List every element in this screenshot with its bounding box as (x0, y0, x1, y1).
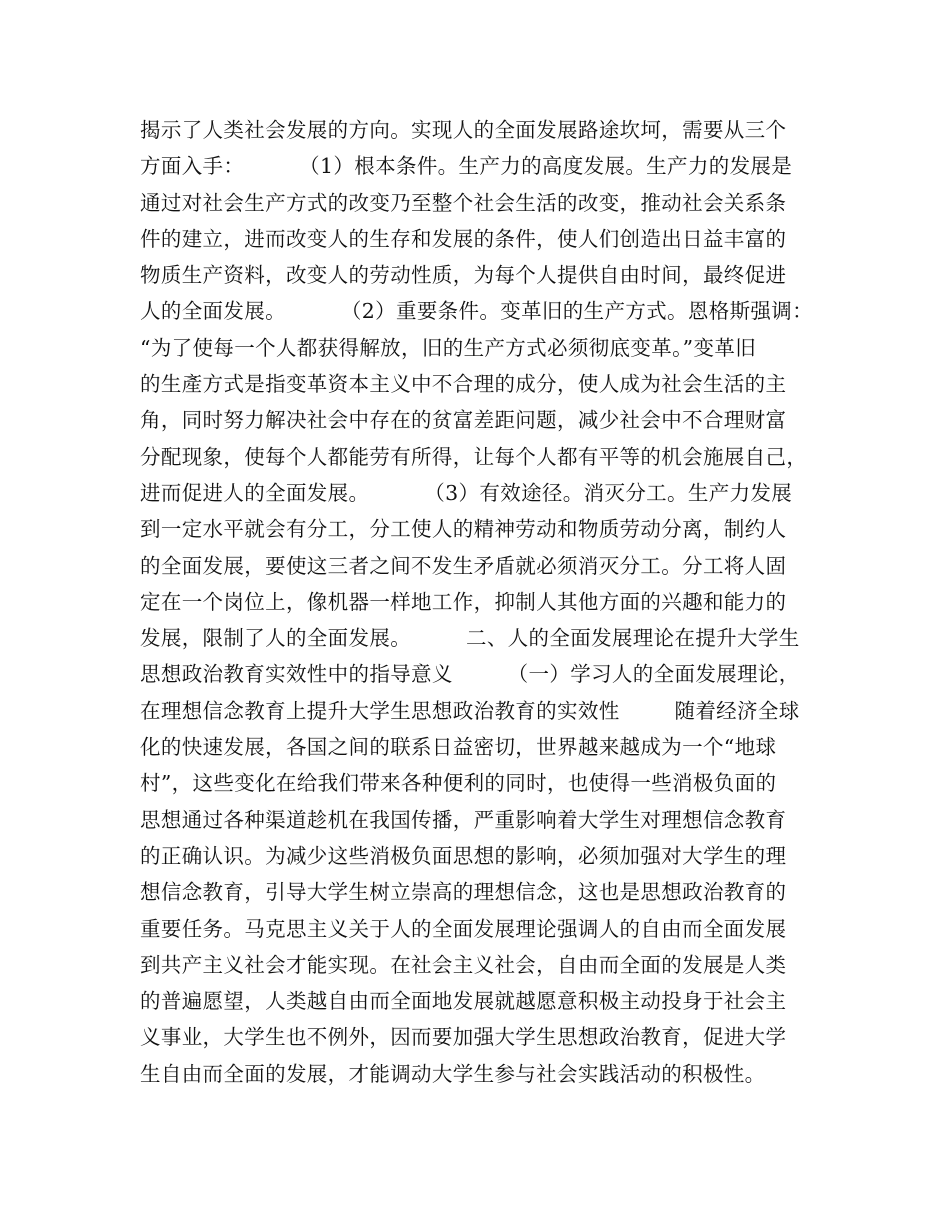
text-line: 的普遍愿望，人类越自由而全面地发展就越愿意积极主动投身于社会主 (140, 989, 787, 1014)
text-line: 思想通过各种渠道趁机在我国传播，严重影响着大学生对理想信念教育 (140, 807, 787, 832)
text-line: 到一定水平就会有分工，分工使人的精神劳动和物质劳动分离，制约人 (140, 517, 787, 542)
text-line: 发展，限制了人的全面发展。 二、人的全面发展理论在提升大学生 (140, 626, 800, 651)
text-line: 揭示了人类社会发展的方向。实现人的全面发展路途坎坷，需要从三个 (140, 118, 787, 142)
text-line: 的全面发展，要使这三者之间不发生矛盾就必须消灭分工。分工将人固 (140, 553, 787, 578)
text-line: 义事业，大学生也不例外，因而要加强大学生思想政治教育，促进大学 (140, 1025, 787, 1050)
text-line: 在理想信念教育上提升大学生思想政治教育的实效性 随着经济全球 (140, 698, 800, 723)
text-line: 定在一个岗位上，像机器一样地工作，抑制人其他方面的兴趣和能力的 (140, 589, 787, 614)
text-line: 件的建立，进而改变人的生存和发展的条件，使人们创造出日益丰富的 (140, 226, 787, 251)
text-line: 生自由而全面的发展，才能调动大学生参与社会实践活动的积极性。 (140, 1061, 766, 1086)
text-line: 进而促进人的全面发展。 （3）有效途径。消灭分工。生产力发展 (140, 480, 793, 505)
text-line: 人的全面发展。 （2）重要条件。变革旧的生产方式。恩格斯强调： (140, 299, 813, 324)
text-line: 角，同时努力解决社会中存在的贫富差距问题，减少社会中不合理财富 (140, 408, 787, 433)
text-line: 村”，这些变化在给我们带来各种便利的同时，也使得一些消极负面的 (140, 771, 777, 796)
text-line: 物质生产资料，改变人的劳动性质，为每个人提供自由时间，最终促进 (140, 263, 787, 288)
text-line: 通过对社会生产方式的改变乃至整个社会生活的改变，推动社会关系条 (140, 190, 787, 215)
text-line: 的正确认识。为减少这些消极负面思想的影响，必须加强对大学生的理 (140, 843, 787, 868)
text-line: 到共产主义社会才能实现。在社会主义社会，自由而全面的发展是人类 (140, 952, 787, 977)
text-line: 方面入手： （1）根本条件。生产力的高度发展。生产力的发展是 (140, 154, 793, 179)
text-line: 分配现象，使每个人都能劳有所得，让每个人都有平等的机会施展自己， (140, 444, 808, 469)
text-line: 思想政治教育实效性中的指导意义 （一）学习人的全面发展理论， (140, 662, 800, 687)
body-text (140, 112, 840, 1092)
text-line: 的生產方式是指变革资本主义中不合理的成分，使人成为社会生活的主 (140, 372, 787, 397)
text-line: 想信念教育，引导大学生树立崇高的理想信念，这也是思想政治教育的 (140, 880, 787, 905)
text-line: 重要任务。马克思主义关于人的全面发展理论强调人的自由而全面发展 (140, 916, 787, 941)
text-line: “为了使每一个人都获得解放，旧的生产方式必须彻底变革。”变革旧 (140, 335, 757, 360)
text-line: 化的快速发展，各国之间的联系日益密切，世界越来越成为一个“地球 (140, 735, 777, 760)
